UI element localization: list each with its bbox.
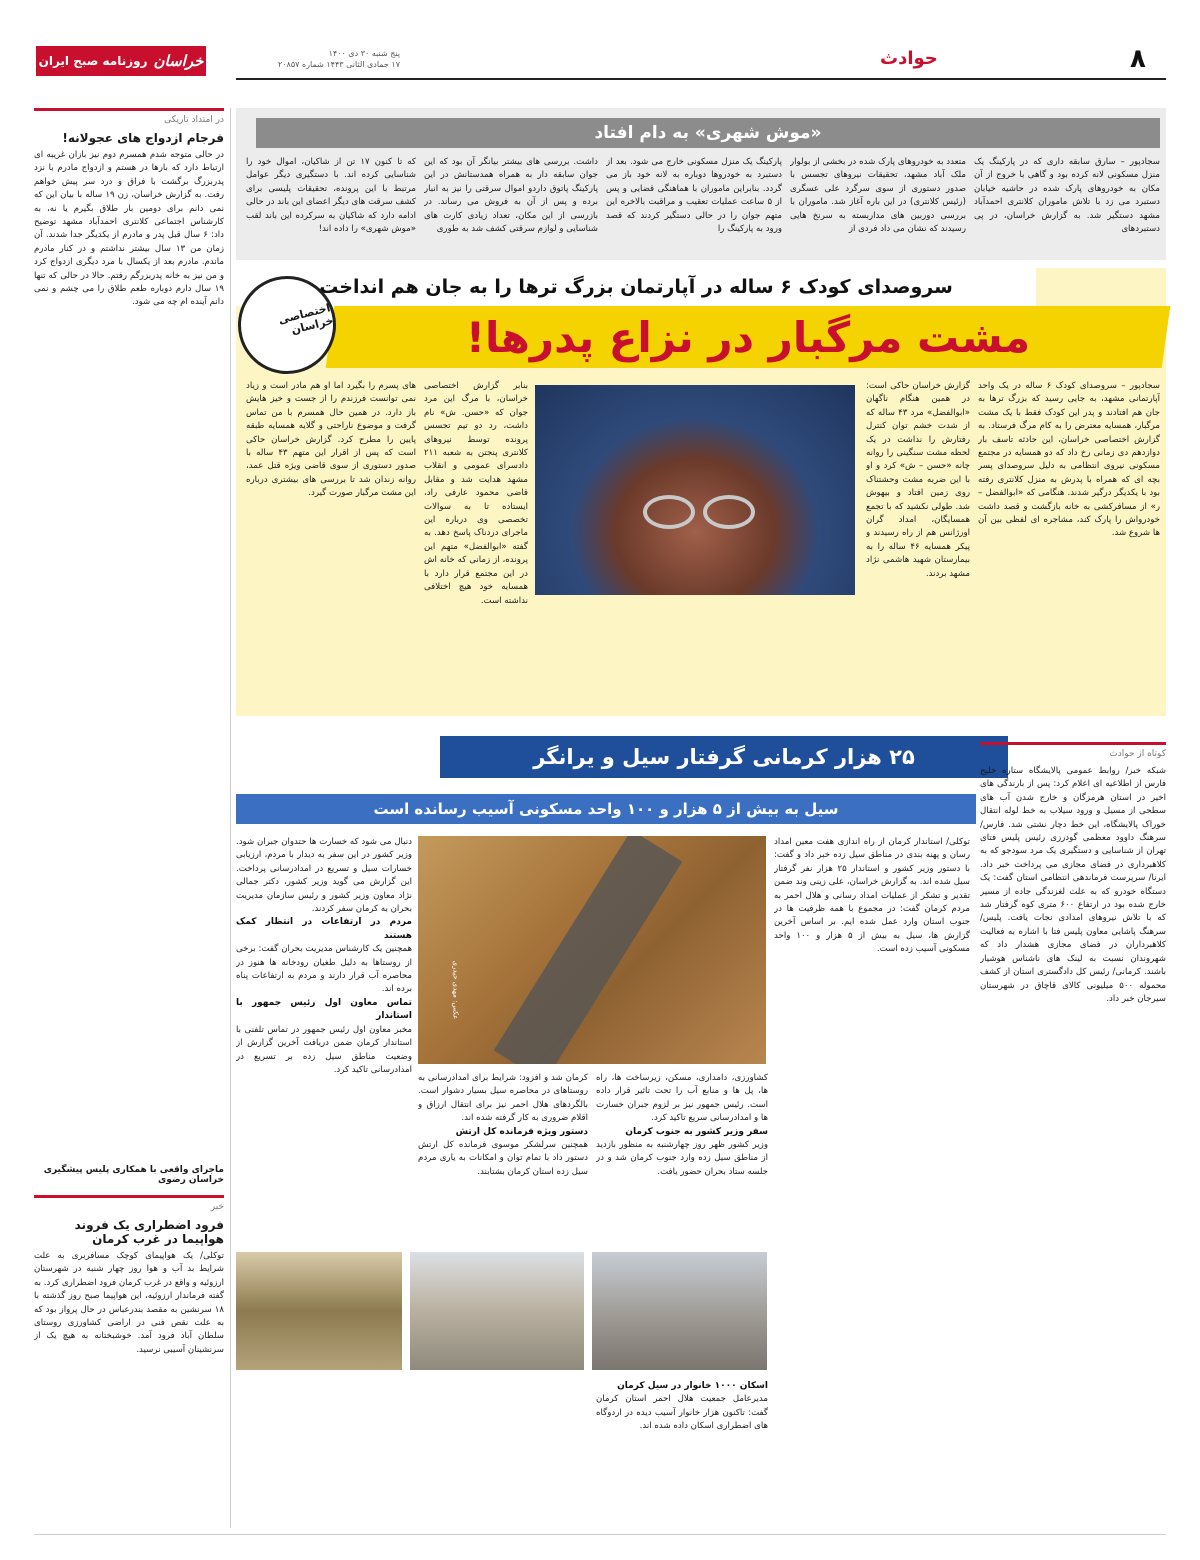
story-c-bottom-right xyxy=(596,1380,768,1525)
left-col-body-2: توکلی/ یک هواپیمای کوچک مسافربری به علت شرایط بد آب و هوا روز چهار شنبه در شهرستان ارزوئیه و واقع در غرب کرمان فرود اضطراری کرد. به گفته فرماندار ارزوئیه، این هواپیما صبح روز گذشته با ۱۸ سرنشین به مقصد بندرعباس در حال پرواز بود که به علت نقص فنی در اراضی کشاورزی روستای سلطان آباد فرود آمد. خوشبختانه به هیچ یک از سرنشینان آسیبی نرسید. xyxy=(34,1251,224,1355)
story-c-col-3-body-b: وزیر کشور ظهر روز چهارشنبه به منظور بازدید از مناطق سیل زده وارد جنوب کرمان شد و در جلسه ستاد بحران حضور یافت. xyxy=(596,1140,768,1177)
left-col-label-2: خبر xyxy=(34,1195,224,1212)
handcuff-left-icon xyxy=(643,495,695,529)
story-a-col-4: داشت. بررسی های بیشتر بیانگر آن بود که این جوان سابقه دار به همراه همدستانش در این پارکینگ پاتوق داردو اموال سرقتی را نیز به انبار برده و پس از آن به فروش می رساند. در بازرسی از این مکان، تعداد زیادی کارت های شناسایی و لوازم سرقتی کشف شد به طوری xyxy=(424,157,598,235)
story-b-col-2: گزارش خراسان حاکی است: در همین هنگام ناگهان «ابوالفضل» مرد ۴۳ ساله که از شدت خشم توان کنترل رفتارش را نداشت در یک لحظه مشت سنگینی را روانه چانه «حسن – ش» کرد و او با این ضربه مشت وحشتناک روی زمین افتاد و بیهوش شد. طولی نکشید که با تجمع همسایگان، امداد گران اورژانس هم از راه رسیدند و پیکر همسایه ۴۶ ساله را به بیمارستان شهید هاشمی نژاد مشهد بردند. xyxy=(866,381,970,579)
right-col-body: شبکه خبر/ روابط عمومی پالایشگاه ستاره خلیج فارس از اطلاعیه ای اعلام کرد: پس از بارندگی های اخیر در استان هرمزگان و خارج شدن آب های سطحی از مسیل و ورود سیلاب به خط لوله انتقال خوراک پالایشگاه، این خط دچار نشتی شد. فارس/ سرهنگ داوود معظمی گودرزی رئیس پلیس فتای تهران از شناسایی و دستگیری یک مرد سودجو که به کلاهبرداری در فضای مجازی می پرداخت خبر داد. ایرنا/ سرپرست فرماندهی انتظامی استان گفت: یک دستگاه خودرو که به علت لغزندگی جاده از مسیر خارج شده بود در ارتفاع ۶۰۰ متری کوه گرفتار شد که با تلاش نیروهای امدادی نجات یافت. پلیس/ سرهنگ پاشایی معاون پلیس فتا با اشاره به فعالیت کلاهبرداران در فضای مجازی هشدار داد که شهروندان نسبت به لینک های ناشناس هوشیار باشند. کرمانی/ رئیس کل دادگستری استان از کشف محموله ۵۰۰ میلیونی کالای قاچاق در شهرستان سیرجان خبر داد. xyxy=(980,766,1166,1004)
photo-credit: عکس: مهدی حیدری xyxy=(451,960,460,1020)
story-b-kicker: سروصدای کودک ۶ ساله در آپارتمان بزرگ ترها را به جان هم انداخت xyxy=(236,268,1036,306)
story-c-col-4-body: کرمان شد و افزود: شرایط برای امدادرسانی به روستاهای در محاصره سیل بسیار دشوار است. بالگردهای هلال احمر نیز برای انتقال ارزاق و اقلام ضروری به کار گرفته شده اند. xyxy=(418,1073,588,1124)
column-divider xyxy=(230,108,231,1528)
story-c-col-2 xyxy=(236,836,412,1236)
header-rule xyxy=(236,78,1166,80)
story-c-col-1: توکلی/ استاندار کرمان از راه اندازی هفت معین امداد رسان و پهنه بندی در مناطق سیل زده خبر داد و گفت: با دستور وزیر کشور و استاندار ۲۵ هزار نفر گرفتار سیل شده اند. به گزارش خراسان، علی زینی وند ضمن تقدیر و تشکر از عملیات امداد رسانی و هلال احمر به مردم کرمان گفت: در مجموع با همه ظرفیت ها در جنوب استان وارد عمل شده ایم. بر اساس آخرین گزارش ها، سیل به بیش از ۵ هزار و ۱۰۰ واحد مسکونی آسیب زده است. xyxy=(774,837,970,955)
story-c-subhead-1: مردم در ارتفاعات در انتظار کمک هستند xyxy=(236,917,412,941)
story-c-col-4 xyxy=(418,1072,588,1242)
story-b-col-3: بنابر گزارش اختصاصی خراسان، با مرگ این مرد جوان که «حسن. ش» نام داشت، رد دو تیم تجسس پرونده توسط نیروهای کلانتری پنجتن به شعبه ۲۱۱ دادسرای عمومی و انقلاب مشهد هدایت شد و مقابل قاضی محمود عارفی راد، ایستاده تا به سوالات تخصصی وی درباره این ماجرای دردناک پاسخ دهد. به گفته «ابوالفضل» متهم این پرونده، از زمانی که خانه اش در این مجتمع قرار دارد با همسایه خود هیچ اختلافی نداشته است. xyxy=(424,381,528,606)
handcuffs-photo xyxy=(535,385,855,595)
left-col-label: در امتداد تاریکی xyxy=(34,108,224,125)
date-line-1: پنج شنبه ۳۰ دی ۱۴۰۰ xyxy=(328,49,400,58)
left-col-body: در حالی متوجه شدم همسرم دوم نیز بازان غریبه ای ارتباط دارد که بارها در هستم و ازدواج مادرم با نزد پدربزرگ برگشت با فراق و درد سر پیش خواهم رفت. به گزارش خراسان، زن ۱۹ ساله با بیان این که نمی دانم برای دومین بار طلاق بگیرم یا نه، به کارشناس اجتماعی کلانتری احمدآباد مشهد توضیح داد: ۶ سال قبل پدر و مادرم از یکدیگر جدا شدند. آن زمان من ۱۳ سال بیشتر نداشتم و در کنار مادرم ماندم. مادرم بعد از یکسال با مرد دیگری ازدواج کرد و من نیز به خانه پدربزرگم رفتم. حالا در حالی که تنها ۱۹ سال دارم دوباره طعم طلاق را می چشم و نمی دانم آینده ام چه می شود. xyxy=(34,150,224,308)
story-a-col-2: متعدد به خودروهای پارک شده در بخشی از بولوار ملک آباد مشهد، تحقیقات نیروهای تجسس با صدور دستوری از سوی سرگرد علی عسگری (رئیس کلانتری) در این باره آغاز شد. ماموران با بررسی دوربین های مداربسته به سرنخ هایی رسیدند که نشان می داد فردی از xyxy=(790,157,966,235)
story-c-subtitle: سیل به بیش از ۵ هزار و ۱۰۰ واحد مسکونی آسیب رسانده است xyxy=(236,794,976,824)
story-a-title: «موش شهری» به دام افتاد xyxy=(256,118,1160,148)
newspaper-logo xyxy=(36,46,206,76)
story-b-headline: مشت مرگبار در نزاع پدرها! xyxy=(465,312,1031,362)
flood-photo-3 xyxy=(592,1252,767,1370)
story-a-col-1: سجادپور – سارق سابقه داری که در پارکینگ یک منزل مسکونی لانه کرده بود و گاهی با خروج از آن مکان به خودروهای پارک شده در حاشیه خیابان دستبرد می زد با تلاش ماموران کلانتری احمدآباد مشهد دستگیر شد. به گزارش خراسان، در پی دستبردهای xyxy=(974,157,1160,235)
right-column xyxy=(980,742,1166,1525)
section-title: حوادث xyxy=(880,48,938,69)
story-c-col-2-body: دنبال می شود که خسارت ها حتدوان جبران شود. وزیر کشور در این سفر به دیدار با مردم، ارزیابی خسارات سیل و تسریع در امدادرسانی پرداخت. این گزارش می گوید وزیر کشور، دکتر جمالی نژاد معاون وزیر کشور و رئیس سازمان مدیریت بحران به کرمان سفر کردند. xyxy=(236,837,412,915)
right-col-label: کوتاه از حوادث xyxy=(980,742,1166,759)
exclusive-badge-label: اختصاصی خراسان xyxy=(277,301,335,337)
flood-photo-1 xyxy=(236,1252,402,1370)
left-col-title-2: فرود اضطراری یک فروند هواپیما در غرب کرمان xyxy=(74,1218,224,1246)
story-a-col-5: که تا کنون ۱۷ تن از شاکیان، اموال خود را شناسایی کرده اند. با دستگیری دیگر عوامل مرتبط با این پرونده، تحقیقات پلیسی برای کشف سرقت های دیگر اعضای این باند در حالی ادامه دارد که شاکیان به سرکرده این باند لقب «موش شهری» را داده اند! xyxy=(246,157,416,235)
date-line-2: ۱۷ جمادی الثانی ۱۴۴۳ شماره ۲۰۸۵۷ xyxy=(277,60,400,69)
story-c-subhead-5: دستور ویژه فرمانده کل ارتش xyxy=(455,1126,588,1137)
handcuff-right-icon xyxy=(703,495,755,529)
page-number: ۸ xyxy=(1130,44,1146,74)
flood-photo-2 xyxy=(410,1252,584,1370)
story-a-col-3: پارکینگ یک منزل مسکونی خارج می شود. بعد از دستبرد به خودروها دوباره به لانه خود باز می گردد. بنابراین ماموران با هماهنگی قضایی و پس از ۵ ساعت عملیات تعقیب و مراقبت بالاخره این متهم جوان را در حالی دستگیر کردند که قصد ورود به پارکینگ را xyxy=(606,157,782,235)
flooded-road xyxy=(494,836,683,1064)
story-c-col-3-body-c: مدیرعامل جمعیت هلال احمر استان کرمان گفت: تاکنون هزار خانوار آسیب دیده در اردوگاه های اضطراری اسکان داده شده اند. xyxy=(596,1394,768,1432)
story-c-col-4-body-b: همچنین سرلشکر موسوی فرمانده کل ارتش دستور داد با تمام توان و امکانات به یاری مردم سیل زده استان کرمان بشتابند. xyxy=(418,1140,588,1177)
story-b-col-4: های پسرم را بگیرد اما او هم مادر است و زیاد نمی توانست فرزندم را از جست و خیز هایش باز دارد. در همین حال همسرم با من تماس گرفت و موضوع ناراحتی و گلایه همسایه طبقه پایین را مطرح کرد. گزارش خراسان حاکی است که پس از اقرار این متهم ۴۳ ساله با صدور دستوری از سوی قاضی ویژه قتل عمد، روانه زندان شد تا بررسی های بیشتری درباره این مشت مرگبار صورت گیرد. xyxy=(246,381,416,499)
left-col-title: فرجام ازدواج های عجولانه! xyxy=(62,131,224,145)
story-b-col-1: سجادپور – سروصدای کودک ۶ ساله در یک واحد آپارتمانی مشهد، به جایی رسید که بزرگ ترها به جان هم افتادند و پدر این کودک فقط با یک مشت مرگبار، همسایه معترض را به کام مرگ فرستاد. به گزارش اختصاصی خراسان، این حادثه تاسف بار دوازدهم دی زمانی رخ داد که دو همسایه در مجتمع مسکونی نیروی انتظامی به دلیل سروصدای پسر بچه ای که همراه با پدرش به منزل کلانتری رفته بود با یکدیگر درگیر شدند. هنگامی که «ابوالفضل – ر» از مسافرکشی به خانه بازگشت و قصد داشت خودرواش را پارک کند، مشاجره ای لفظی بین آن ها شروع شد. xyxy=(978,381,1160,539)
logo-text: روزنامه صبح ایران xyxy=(38,54,148,68)
footer-rule xyxy=(34,1534,1166,1535)
flood-aerial-photo xyxy=(418,836,766,1064)
logo-mark: خراسان xyxy=(153,52,204,70)
story-c-col-2-body-b: همچنین یک کارشناس مدیریت بحران گفت: برخی از روستاها به دلیل طغیان رودخانه ها هنوز در محاصره آب قرار دارند و مردم به ارتفاعات پناه برده اند. xyxy=(236,944,412,995)
story-c-subhead-3: سفر وزیر کشور به جنوب کرمان xyxy=(625,1126,768,1137)
left-column xyxy=(34,108,224,1420)
story-c-subhead-2: تماس معاون اول رئیس جمهور با استاندار xyxy=(236,997,412,1022)
left-col-signoff: ماجرای واقعی با همکاری پلیس پیشگیری خراسان رضوی xyxy=(43,1165,224,1185)
story-c-subhead-4: اسکان ۱۰۰۰ خانوار در سیل کرمان xyxy=(617,1381,768,1391)
story-c-title: ۲۵ هزار کرمانی گرفتار سیل و یرانگر xyxy=(440,736,1008,778)
story-c-col-3 xyxy=(596,1072,768,1242)
issue-date xyxy=(250,48,400,70)
story-c-col-2-body-c: مخبر معاون اول رئیس جمهور در تماس تلفنی با استاندار کرمان ضمن دریافت آخرین گزارش از وضعیت مناطق سیل زده بر تسریع در امدادرسانی تاکید کرد. xyxy=(236,1024,412,1075)
story-c-col-3-body: کشاورزی، دامداری، مسکن، زیرساخت ها، راه ها، پل ها و منابع آب را تحت تاثیر قرار داده است. رئیس جمهور نیز بر لزوم جبران خسارت ها و امدادرسانی سریع تاکید کرد. xyxy=(596,1073,768,1124)
